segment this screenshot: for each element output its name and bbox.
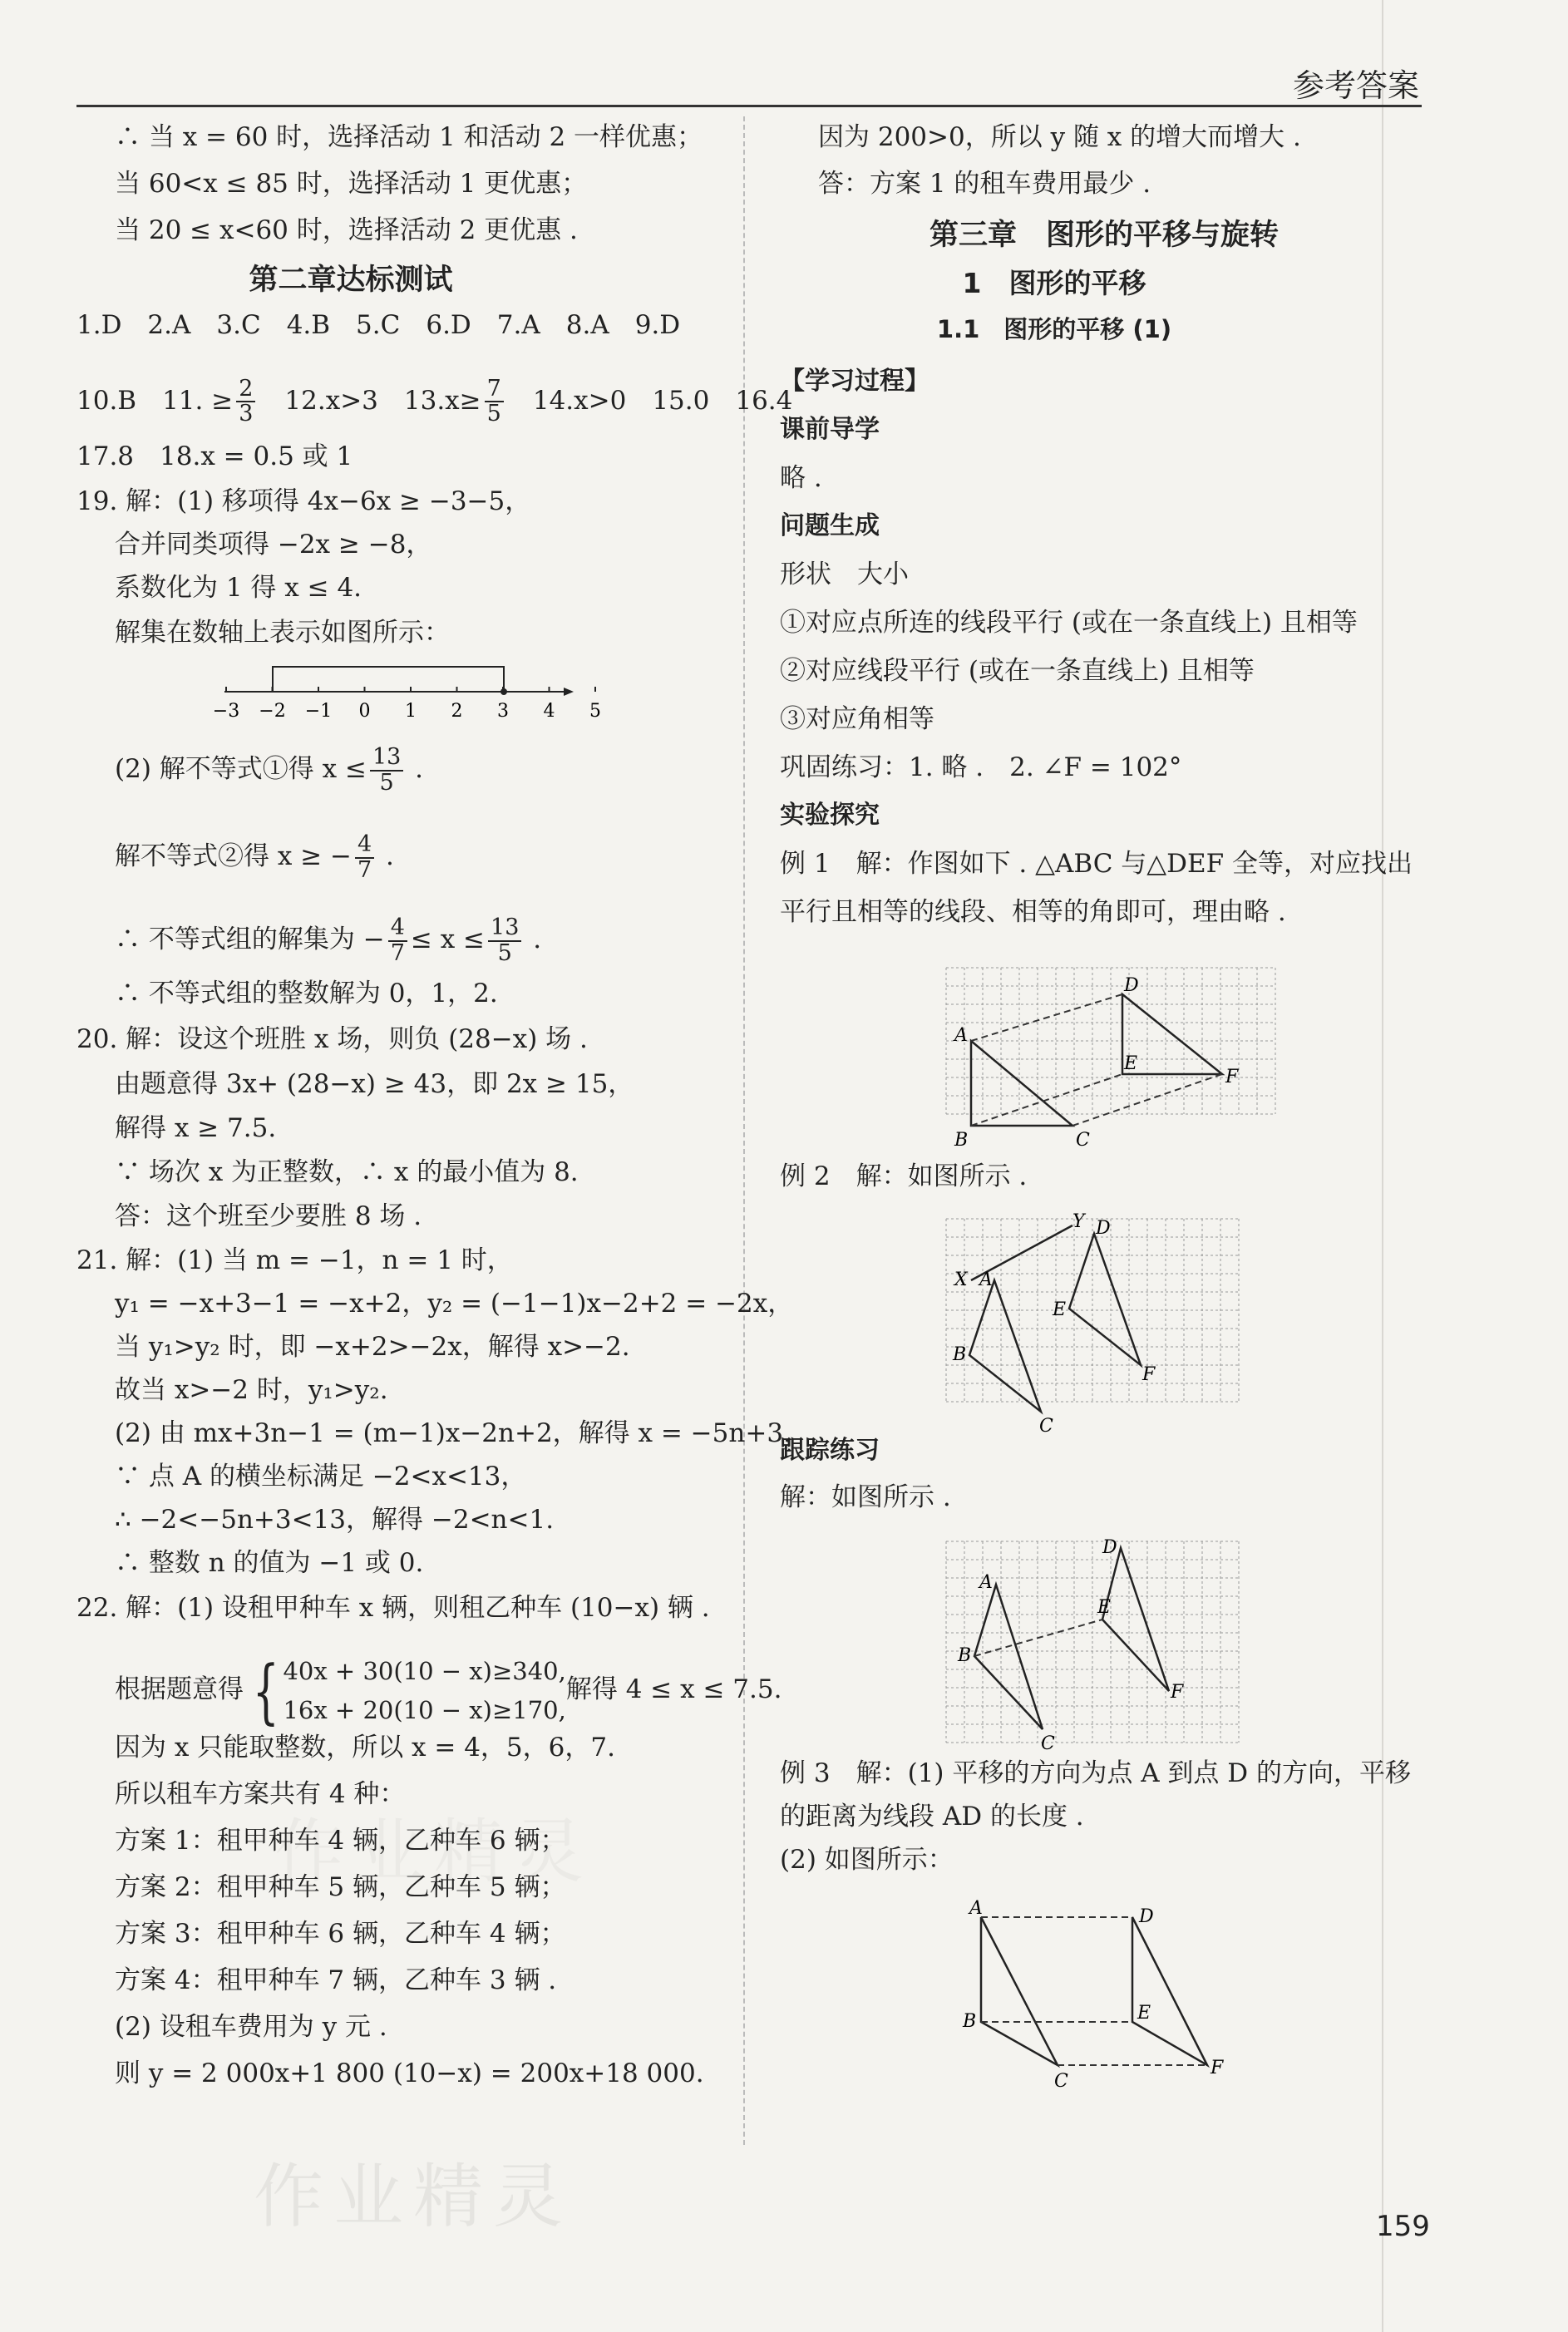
text-line: 由题意得 3x+ (28−x) ≥ 43，即 2x ≥ 15， [115, 1069, 634, 1099]
triangle-def [1132, 1917, 1207, 2065]
numerator: 13 [488, 916, 521, 941]
triangle-abc [969, 1280, 1041, 1412]
text-line: 故当 x>−2 时，y₁>y₂. [115, 1375, 388, 1405]
block-heading: 课前导学 [780, 415, 880, 444]
text-line: 巩固练习：1. 略 . 2. ∠F = 102° [780, 752, 1182, 782]
text: 解得 4 ≤ x ≤ 7.5. [565, 1674, 782, 1704]
figure-example-1 [780, 948, 1428, 1164]
figure-example-3 [780, 1887, 1428, 2095]
label-b: B [963, 2011, 977, 2032]
watermark: 作业精灵 [254, 2156, 574, 2237]
text-line: 当 20 ≤ x<60 时，选择活动 2 更优惠 . [115, 215, 578, 245]
label-d: D [1139, 1906, 1154, 1927]
fraction [485, 377, 504, 426]
section-title: 1 图形的平移 [962, 267, 1146, 299]
text-line: (2) 如图所示： [780, 1845, 954, 1875]
label-e: E [1124, 1053, 1138, 1074]
answer-line: 1.D 2.A 3.C 4.B 5.C 6.D 7.A 8.A 9.D [76, 310, 681, 340]
text-line: 20. 解：设这个班胜 x 场，则负 (28−x) 场 . [76, 1024, 588, 1054]
label-d: D [1102, 1537, 1117, 1558]
dashed-line-be [974, 1620, 1102, 1656]
equation-system [283, 1652, 565, 1729]
denominator: 5 [497, 939, 512, 966]
label-f: F [1142, 1364, 1156, 1385]
text-line: 因为 x 只能取整数，所以 x = 4，5，6，7. [115, 1733, 615, 1763]
text-line: 例 1 解：作图如下 . △ABC 与△DEF 全等，对应找出 [780, 849, 1413, 879]
text-line: 19. 解：(1) 移项得 4x−6x ≥ −3−5， [76, 486, 531, 516]
text: 解不等式②得 x ≥ − [115, 841, 352, 871]
text: ∴ 不等式组的解集为 − [115, 924, 385, 954]
text-line: 解得 x ≥ 7.5. [115, 1113, 277, 1143]
grid [946, 968, 1275, 1114]
solution-bracket [273, 667, 504, 692]
text-line: ①对应点所连的线段平行 (或在一条直线上) 且相等 [780, 608, 1358, 638]
label-c: C [1076, 1130, 1090, 1151]
fraction [370, 746, 403, 795]
label-c: C [1041, 1733, 1055, 1754]
figure-track-practice [780, 1523, 1428, 1756]
label-e: E [1137, 2003, 1151, 2024]
header-rule [76, 105, 1422, 107]
text-line: 答：方案 1 的租车费用最少 . [818, 169, 1151, 199]
text-line: 略 . [780, 463, 822, 493]
number-line-tick-label: 5 [589, 701, 601, 722]
text-line: 合并同类项得 −2x ≥ −8， [115, 530, 432, 560]
number-line-arrow [564, 688, 574, 696]
page-number: 159 [1376, 2210, 1430, 2243]
numerator: 4 [388, 916, 407, 941]
brace: { [252, 1649, 279, 1732]
number-line-tick-label: 0 [358, 701, 371, 722]
text-line: 22. 解：(1) 设租甲种车 x 辆，则租乙种车 (10−x) 辆 . [76, 1593, 710, 1623]
subsection-title: 1.1 图形的平移 (1) [936, 315, 1172, 343]
label-f: F [1171, 1682, 1184, 1703]
left-column [76, 122, 794, 2108]
column-divider [743, 116, 745, 2145]
denominator: 7 [357, 856, 372, 883]
numerator: 13 [370, 746, 403, 771]
text: (2) 解不等式①得 x ≤ [115, 754, 367, 784]
dashed-line-be [971, 1074, 1122, 1126]
label-f: F [1211, 2058, 1224, 2078]
number-line-tick-label: 2 [451, 701, 463, 722]
text-line: 当 y₁>y₂ 时，即 −x+2>−2x，解得 x>−2. [115, 1332, 630, 1362]
label-c: C [1054, 2071, 1068, 2092]
text-line: 方案 3：租甲种车 6 辆，乙种车 4 辆； [115, 1919, 566, 1949]
header-title: 参考答案 [1293, 67, 1420, 104]
label-a: A [969, 1898, 983, 1919]
text-line: (2) 由 mx+3n−1 = (m−1)x−2n+2，解得 x = −5n+3. [115, 1418, 791, 1448]
text: ≤ x ≤ [410, 924, 486, 954]
grid [946, 1219, 1239, 1402]
block-heading: 实验探究 [780, 801, 880, 830]
text-line: 方案 4：租甲种车 7 辆，乙种车 3 辆 . [115, 1965, 557, 1995]
label-f: F [1225, 1067, 1239, 1087]
section-title: 第二章达标测试 [249, 264, 453, 297]
number-line-tick-label: 1 [405, 701, 417, 722]
number-line-tick-label: 3 [497, 701, 509, 722]
figure-example-2 [780, 1209, 1428, 1435]
math-line: ∴ 不等式组的解集为 − $\frac{4}{7}$ ≤ x ≤ $\frac{13}{5}$ . [115, 915, 542, 966]
label-b: B [954, 1130, 969, 1151]
number-line-tick-label: −2 [259, 701, 286, 722]
block-heading: 【学习过程】 [780, 367, 929, 396]
chapter-title: 第三章 图形的平移与旋转 [929, 219, 1279, 252]
text-line: 形状 大小 [780, 560, 909, 589]
triangle-abc [974, 1585, 1043, 1729]
text-line: 解：如图所示 . [780, 1482, 951, 1512]
text-line: 解集在数轴上表示如图所示： [115, 618, 450, 648]
text-line: 21. 解：(1) 当 m = −1，n = 1 时， [76, 1245, 513, 1275]
numerator: 2 [236, 377, 255, 402]
label-e: E [1097, 1597, 1112, 1618]
triangle-abc [971, 1041, 1072, 1126]
label-y: Y [1072, 1211, 1085, 1232]
denominator: 3 [239, 401, 254, 427]
text: 根据题意得 [115, 1674, 244, 1704]
denominator: 5 [486, 401, 501, 427]
label-a: A [954, 1025, 968, 1046]
fraction [488, 916, 521, 965]
text-line: ∴ 不等式组的整数解为 0，1，2. [115, 979, 498, 1008]
equation-system-line [76, 1644, 782, 1735]
numerator: 4 [355, 833, 374, 858]
text-line: ③对应角相等 [780, 704, 934, 734]
text-line: ∴ 当 x = 60 时，选择活动 1 和活动 2 一样优惠； [115, 122, 703, 152]
label-e: E [1053, 1299, 1067, 1320]
answer-line [76, 376, 793, 444]
text-line: ②对应线段平行 (或在一条直线上) 且相等 [780, 656, 1255, 686]
text-line: 系数化为 1 得 x ≤ 4. [115, 573, 362, 603]
text-line: 方案 2：租甲种车 5 辆，乙种车 5 辆； [115, 1872, 566, 1902]
text-line: 答：这个班至少要胜 8 场 . [115, 1201, 422, 1231]
text-line: 平行且相等的线段、相等的角即可，理由略 . [780, 897, 1286, 927]
fraction [355, 833, 374, 882]
text-line: 方案 1：租甲种车 4 辆，乙种车 6 辆； [115, 1826, 566, 1856]
number-line-tick-label: 4 [543, 701, 555, 722]
label-a: A [979, 1270, 993, 1290]
label-d: D [1124, 975, 1139, 996]
denominator: 5 [379, 769, 394, 796]
label-d: D [1096, 1218, 1111, 1239]
answer-line: 17.8 18.x = 0.5 或 1 [76, 441, 353, 471]
denominator: 7 [390, 939, 405, 966]
equation: 40x + 30(10 − x)≥340, [283, 1657, 566, 1686]
triangle-def [1069, 1234, 1141, 1365]
answer-text: 12.x>3 13.x≥ [259, 385, 481, 416]
text-line: 则 y = 2 000x+1 800 (10−x) = 200x+18 000. [115, 2058, 704, 2088]
text-line: 例 3 解：(1) 平移的方向为点 A 到点 D 的方向，平移 [780, 1758, 1411, 1788]
fraction [388, 916, 407, 965]
text-line: 的距离为线段 AD 的长度 . [780, 1802, 1084, 1832]
answer-text: 14.x>0 15.0 16.4 [506, 385, 793, 416]
text-line: 所以租车方案共有 4 种： [115, 1779, 406, 1809]
text-line: 例 2 解：如图所示 . [780, 1161, 1028, 1191]
text-line: (2) 设租车费用为 y 元 . [115, 2012, 387, 2042]
right-column [780, 122, 1428, 2095]
text-line: ∴ −2<−5n+3<13，解得 −2<n<1. [115, 1505, 555, 1535]
label-c: C [1039, 1416, 1053, 1435]
math-line: 解不等式②得 x ≥ − $\frac{4}{7}$ . [115, 831, 394, 883]
dashed-line-ad [971, 994, 1122, 1041]
label-b: B [958, 1645, 972, 1666]
label-a: A [979, 1572, 993, 1593]
dashed-line-cf [1072, 1074, 1222, 1126]
text-line: ∵ 场次 x 为正整数，∴ x 的最小值为 8. [115, 1157, 579, 1187]
equation: 16x + 20(10 − x)≥170, [283, 1695, 566, 1724]
text-line: 当 60<x ≤ 85 时，选择活动 1 更优惠； [115, 169, 588, 199]
text-line: y₁ = −x+3−1 = −x+2，y₂ = (−1−1)x−2+2 = −2x， [115, 1289, 794, 1319]
answer-text: 10.B 11. ≥ [76, 385, 234, 416]
block-heading: 跟踪练习 [780, 1436, 880, 1465]
fraction [236, 377, 255, 426]
numerator: 7 [485, 377, 504, 402]
text-line: 因为 200>0，所以 y 随 x 的增大而增大 . [818, 122, 1301, 152]
number-line-tick-label: −3 [212, 701, 240, 722]
label-b: B [953, 1344, 967, 1365]
math-line: (2) 解不等式①得 x ≤ $\frac{13}{5}$ . [115, 744, 424, 796]
number-line [76, 657, 725, 723]
number-line-tick-label: −1 [304, 701, 333, 722]
label-x: X [954, 1270, 968, 1290]
triangle-abc [981, 1917, 1058, 2065]
block-heading: 问题生成 [780, 511, 880, 540]
text-line: ∴ 整数 n 的值为 −1 或 0. [115, 1548, 424, 1578]
text-line: ∵ 点 A 的横坐标满足 −2<x<13， [115, 1462, 527, 1491]
